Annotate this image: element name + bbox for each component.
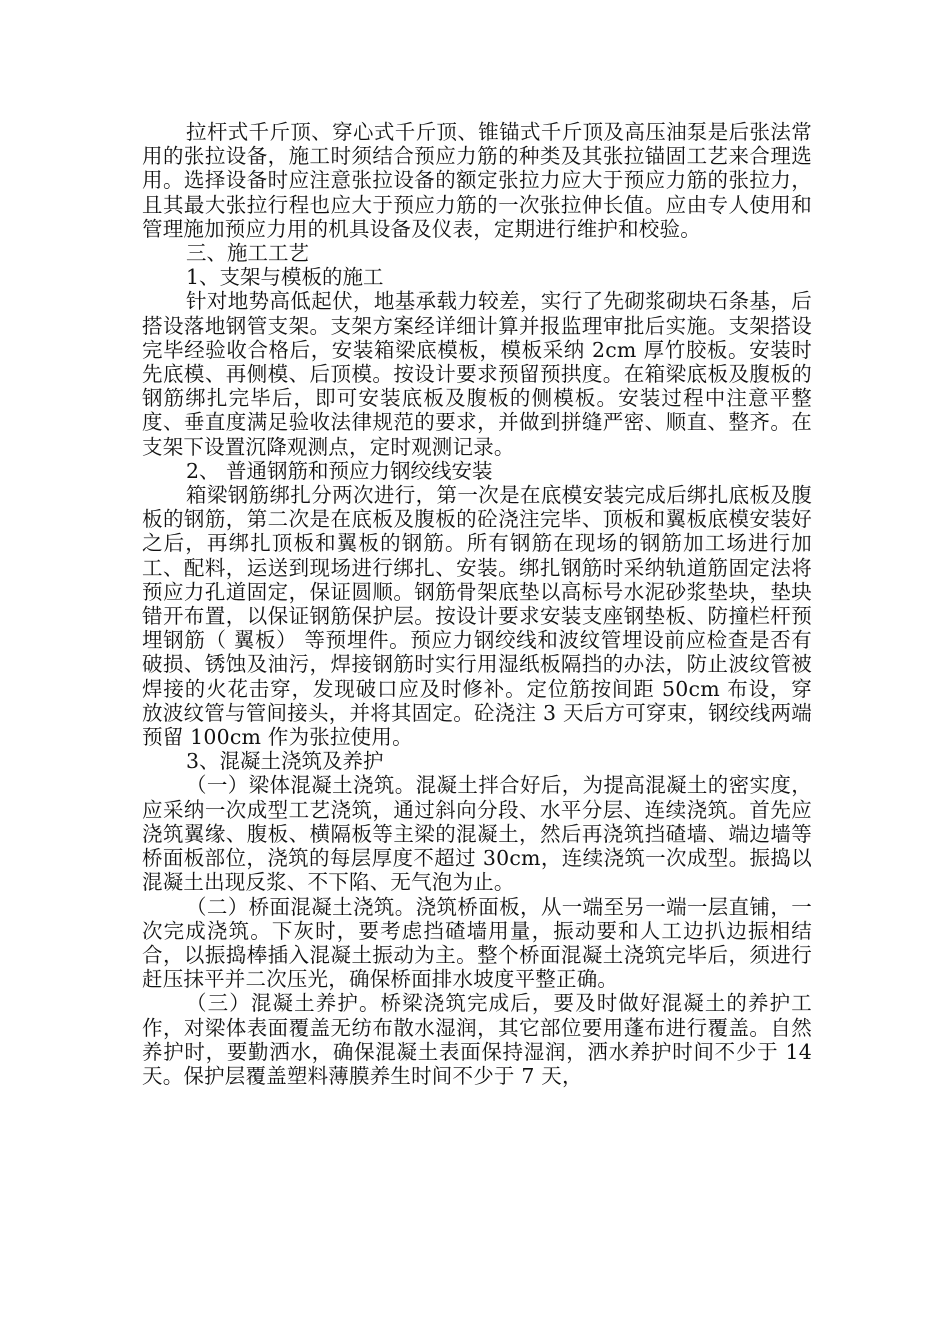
section-heading-construction-process: 三、施工工艺	[186, 241, 309, 266]
subheading-rebar-strand-installation: 2、 普通钢筋和预应力钢绞线安装	[186, 458, 493, 483]
paragraph-concrete-curing: （三）混凝土养护。桥梁浇筑完成后，要及时做好混凝土的养护工作，对梁体表面覆盖无纺布散水湿润，其它部位要用蓬布进行覆盖。自然养护时，要勤洒水，确保混凝土表面保持湿润，洒水养护时间不少于 14 天。保护层覆盖塑料薄膜养生时间不少于 7 天，	[142, 991, 812, 1088]
paragraph-beam-concrete-pouring: （一）梁体混凝土浇筑。混凝土拌合好后，为提高混凝土的密实度，应采纳一次成型工艺浇筑，通过斜向分段、水平分层、连续浇筑。首先应浇筑翼缘、腹板、横隔板等主梁的混凝土，然后再浇筑挡碴墙、端边墙等桥面板部位，浇筑的每层厚度不超过 30cm，连续浇筑一次成型。振捣以混凝土出现反浆、不下陷、无气泡为止。	[142, 773, 812, 895]
paragraph-deck-concrete-pouring: （二）桥面混凝土浇筑。浇筑桥面板，从一端至另一端一层直铺，一次完成浇筑。下灰时，要考虑挡碴墙用量，振动要和人工边扒边振相结合，以振捣棒插入混凝土振动为主。整个桥面混凝土浇筑完毕后，须进行赶压抹平并二次压光，确保桥面排水坡度平整正确。	[142, 894, 812, 992]
document-body	[142, 120, 812, 1088]
paragraph-tensioning-equipment: 拉杆式千斤顶、穿心式千斤顶、锥锚式千斤顶及高压油泵是后张法常用的张拉设备，施工时须结合预应力筋的种类及其张拉锚固工艺来合理选用。选择设备时应注意张拉设备的额定张拉力应大于预应力筋的张拉力，且其最大张拉行程也应大于预应力筋的一次张拉伸长值。应由专人使用和管理施加预应力用的机具设备及仪表，定期进行维护和校验。	[142, 120, 812, 241]
paragraph-rebar-strand-installation: 箱梁钢筋绑扎分两次进行，第一次是在底模安装完成后绑扎底板及腹板的钢筋，第二次是在底板及腹板的砼浇注完毕、顶板和翼板底模安装好之后，再绑扎顶板和翼板的钢筋。所有钢筋在现场的钢筋加工场进行加工、配料，运送到现场进行绑扎、安装。绑扎钢筋时采纳轨道筋固定法将预应力孔道固定，保证圆顺。钢筋骨架底垫以高标号水泥砂浆垫块，垫块错开布置，以保证钢筋保护层。按设计要求安装支座钢垫板、防撞栏杆预埋钢筋（ 翼板） 等预埋件。预应力钢绞线和波纹管埋设前应检查是否有破损、锈蚀及油污，焊接钢筋时实行用湿纸板隔挡的办法，防止波纹管被焊接的火花击穿，发现破口应及时修补。定位筋按间距 50cm 布设，穿放波纹管与管间接头，并将其固定。砼浇注 3 天后方可穿束，钢绞线两端预留 100cm 作为张拉使用。	[142, 483, 812, 750]
subheading-concrete-pouring-curing: 3、混凝土浇筑及养护	[186, 749, 384, 774]
paragraph-support-formwork: 针对地势高低起伏，地基承载力较差，实行了先砌浆砌块石条基，后搭设落地钢管支架。支架方案经详细计算并报监理审批后实施。支架搭设完毕经验收合格后，安装箱梁底模板，模板采纳 2cm 厚竹胶板。安装时先底模、再侧模、后顶模。按设计要求预留预拱度。在箱梁底板及腹板的钢筋绑扎完毕后，即可安装底板及腹板的侧模板。安装过程中注意平整度、垂直度满足验收法律规范的要求，并做到拼缝严密、顺直、整齐。在支架下设置沉降观测点，定时观测记录。	[142, 289, 812, 459]
subheading-support-formwork: 1、支架与模板的施工	[186, 265, 384, 290]
